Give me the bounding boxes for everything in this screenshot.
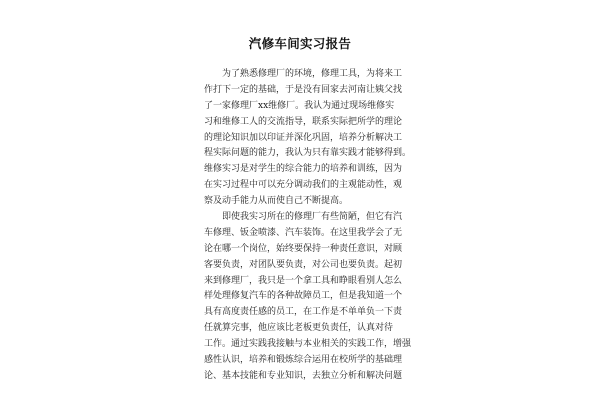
paragraph-line: 样处理修复汽车的各种故障员工，但是我知道一个	[204, 291, 403, 302]
paragraph-line: 了一家修理厂xx维修厂。我认为通过现场维修实	[204, 100, 395, 111]
paragraph-line: 即使我实习所在的修理厂有些简陋，但它有汽	[222, 212, 403, 223]
paragraph-line: 程实际问题的能力，我认为只有靠实践才能够得到。	[204, 148, 412, 159]
paragraph-line: 来到修理厂，我只是一个拿工具和睁眼看别人怎么	[204, 275, 403, 286]
paragraph-line: 论在哪一个岗位，始终要保持一种责任意识，对顾	[204, 243, 403, 254]
paragraph-line: 任就算完事，他应该比老板更负责任，认真对待	[204, 323, 394, 334]
paragraph-line: 客要负责，对团队要负责，对公司也要负责。起初	[204, 259, 403, 270]
paragraph-line: 工作。通过实践我接触与本业相关的实践工作，增强	[204, 339, 412, 350]
paragraph-line: 具有高度责任感的员工，在工作是不单单负一下责	[204, 307, 403, 318]
paragraph-line: 在实习过程中可以充分调动我们的主观能动性，观	[204, 180, 403, 191]
paragraph-line: 作打下一定的基础，于是没有回家去河南让姨父找	[204, 84, 403, 95]
document-body	[204, 67, 412, 385]
paragraph-line: 的理论知识加以印证并深化巩固，培养分析解决工	[204, 132, 403, 143]
paragraph-line: 感性认识，培养和锻炼综合运用在校所学的基础理	[204, 355, 403, 366]
paragraph-line: 论、基本技能和专业知识，去独立分析和解决问题	[204, 370, 403, 381]
paragraph-line: 察及动手能力从而使自己不断提高。	[204, 196, 349, 207]
paragraph-line: 为了熟悉修理厂的环境，修理工具，为将来工	[222, 69, 403, 79]
paragraph-line: 车修理、钣金喷漆、汽车装饰。在这里我学会了无	[204, 227, 403, 238]
paragraph-line: 习和维修工人的交流指导，联系实际把所学的理论	[204, 116, 403, 127]
paragraph-line: 维修实习是对学生的综合能力的培养和训练，因为	[204, 164, 403, 175]
document-title: 汽修车间实习报告	[248, 36, 352, 51]
